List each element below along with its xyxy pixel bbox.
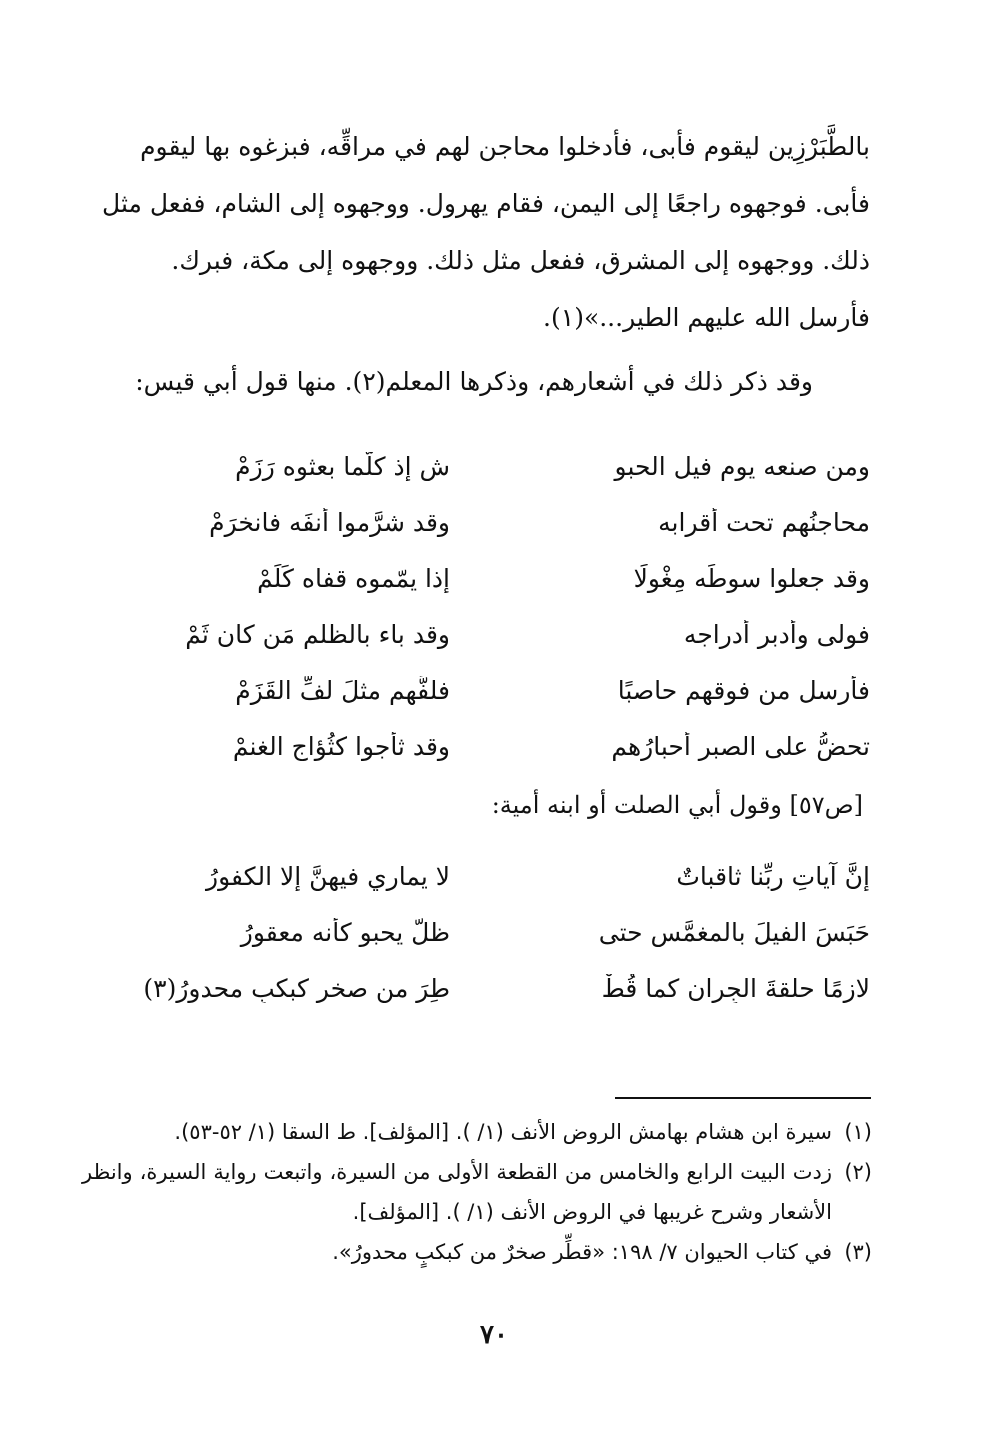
verse-first-hemistich: فولى وأدبر أدراجه [683,619,870,649]
verse-second-hemistich: ظلَّ يحبو كأنه معقورُ [240,917,450,947]
footnotes [82,1112,872,1272]
verse-first-hemistich: إنَّ آياتِ ربِّنا ثاقباتٌ [676,861,870,891]
poem-abi-salt [90,848,870,1016]
prose-line: ذلك. ووجهوه إلى المشرق، ففعل مثل ذلك. ووجهوه إلى مكة، فبرك. [171,246,870,275]
footnote-text: سيرة ابن هشام بهامش الروض الأنف (١/ ). [المؤلف]. ط السقا (١/ ٥٢-٥٣). [174,1120,832,1144]
verse-row [90,606,870,662]
footnote [82,1232,872,1272]
verse-first-hemistich: لازمًا حلقةَ الجِرانِ كما قُطْ [601,973,870,1003]
verse-second-hemistich: فلفَّهم مثلَ لفِّ القَزَمْ [235,675,450,705]
prose-line: فأبى. فوجهوه راجعًا إلى اليمن، فقام يهرول. ووجهوه إلى الشام، ففعل مثل [102,189,870,218]
verse-second-hemistich: إذا يمّموه قفاه كَلَمْ [257,563,450,593]
verse-first-hemistich: محاجنُهم تحت أقرابه [658,507,870,537]
footnote [82,1152,872,1232]
footnote-text: زدت البيت الرابع والخامس من القطعة الأولى من السيرة، واتبعت رواية السيرة، وانظر الأشعار وشرح غريبها في الروض الأنف (١/ ). [المؤلف]. [82,1160,832,1224]
verse-first-hemistich: وقد جعلوا سوطَه مِغْولًا [633,563,870,593]
footnote-number: (٣) [844,1240,872,1264]
verse-row [90,960,870,1016]
verse-row [90,904,870,960]
verse-row [90,494,870,550]
verse-first-hemistich: حَبَسَ الفيلَ بالمغمَّس حتى [598,917,870,947]
footnote-number: (١) [844,1120,872,1144]
prose-line: بالطَّبَرْزِين ليقوم فأبى، فأدخلوا محاجن لهم في مراقِّه، فبزغوه بها ليقوم [140,132,870,161]
verse-second-hemistich: لا يماري فيهنَّ إلا الكفورُ [206,861,450,891]
footnote [82,1112,872,1152]
verse-row [90,718,870,774]
poem-abu-qays [90,438,870,774]
footnote-number: (٢) [844,1160,872,1184]
verse-first-hemistich: تحضُّ على الصبر أحبارُهم [611,731,870,761]
verse-row [90,848,870,904]
prose-paragraph [80,118,870,346]
verse-second-hemistich: وقد باء بالظلم مَن كان ثَمْ [185,619,450,649]
poem-intro: وقد ذكر ذلك في أشعارهم، وذكرها المعلم(٢). منها قول أبي قيس: [135,367,813,396]
verse-second-hemistich: ش إذ كلَّما بعثوه رَزَمْ [235,451,450,481]
page-number: ٧٠ [480,1320,508,1350]
verse-second-hemistich: وقد شرَّموا أنفَه فانخرَمْ [209,507,450,537]
verse-first-hemistich: ومن صنعه يوم فيل الحبو [614,451,870,481]
verse-first-hemistich: فأرسل من فوقهم حاصبًا [617,675,870,705]
verse-row [90,550,870,606]
footnote-divider [615,1097,871,1099]
verse-second-hemistich: وقد ثأجوا كثُؤاج الغنمْ [232,731,450,761]
verse-row [90,662,870,718]
verse-row [90,438,870,494]
verse-second-hemistich: طِرَ من صخرٍ كبكبٍ محدورُ(٣) [143,973,450,1003]
footnote-text: في كتاب الحيوان ٧/ ١٩٨: «قطِّر صخرٌ من كبكبٍ محدورُ». [332,1240,832,1264]
prose-line: فأرسل الله عليهم الطير...»(١). [543,303,870,332]
poem-intro-second: [ص٥٧] وقول أبي الصلت أو ابنه أمية: [491,791,863,819]
